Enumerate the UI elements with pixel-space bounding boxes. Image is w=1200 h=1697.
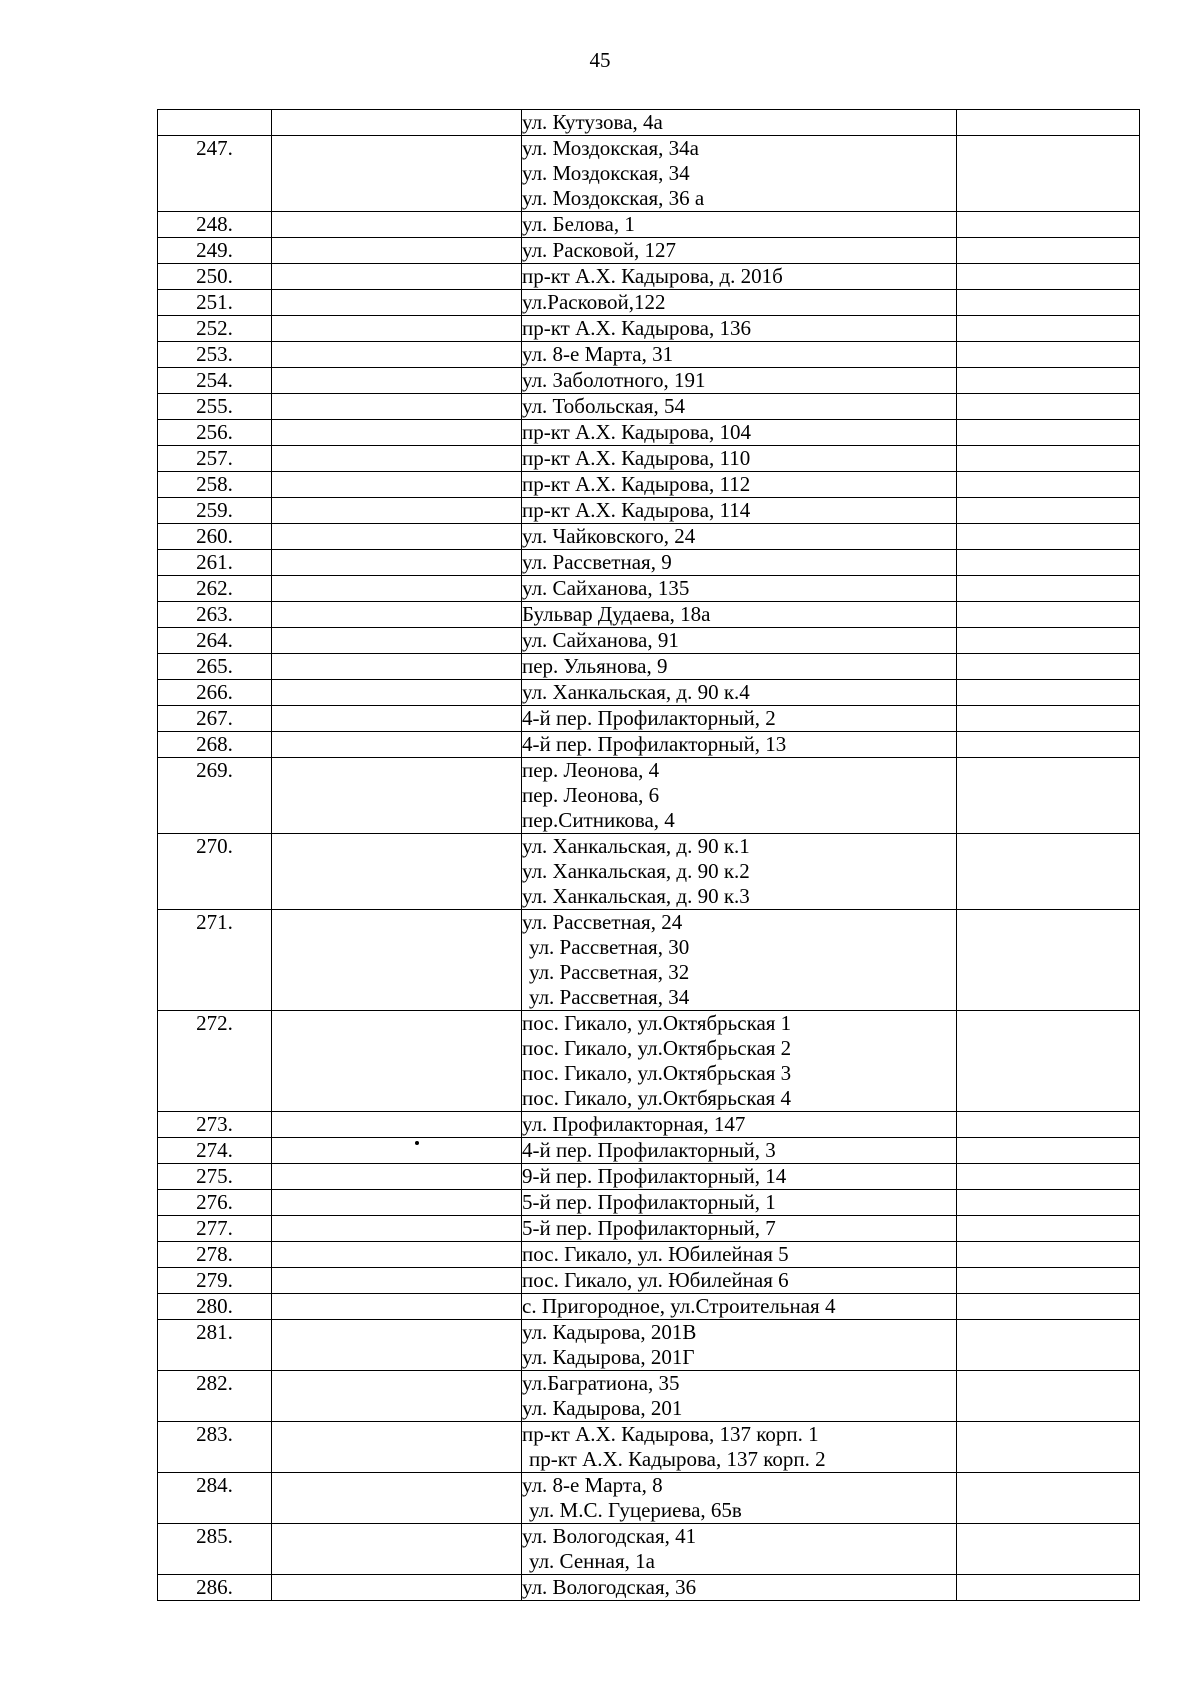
- blank-cell: [957, 290, 1140, 316]
- table-row: [158, 290, 1140, 316]
- blank-cell: [272, 834, 522, 910]
- table-row: [158, 1138, 1140, 1164]
- address-cell: [522, 628, 957, 654]
- row-number-cell: 281.: [158, 1320, 272, 1371]
- row-number-cell: 259.: [158, 498, 272, 524]
- row-number-cell: 249.: [158, 238, 272, 264]
- row-number-cell: 268.: [158, 732, 272, 758]
- address-line: 9-й пер. Профилакторный, 14: [522, 1164, 787, 1188]
- table-row: [158, 524, 1140, 550]
- address-line: пер.Ситникова, 4: [522, 808, 675, 832]
- blank-cell: [957, 212, 1140, 238]
- row-number-cell: 284.: [158, 1473, 272, 1524]
- table-row: [158, 680, 1140, 706]
- address-cell: [522, 1524, 957, 1575]
- address-line: 5-й пер. Профилакторный, 7: [522, 1216, 776, 1240]
- address-line: ул. Чайковского, 24: [522, 524, 696, 548]
- address-line: 4-й пер. Профилакторный, 2: [522, 706, 776, 730]
- row-number-cell: 247.: [158, 136, 272, 212]
- address-line: пос. Гикало, ул. Юбилейная 5: [522, 1242, 789, 1266]
- blank-cell: [272, 550, 522, 576]
- table-row: [158, 1524, 1140, 1575]
- address-line: ул.Багратиона, 35: [522, 1371, 680, 1395]
- address-cell: [522, 394, 957, 420]
- blank-cell: [272, 628, 522, 654]
- address-line: ул. Вологодская, 36: [522, 1575, 697, 1599]
- address-line: пос. Гикало, ул.Октябрьская 1: [522, 1011, 792, 1035]
- row-number-cell: 262.: [158, 576, 272, 602]
- table-row: [158, 1320, 1140, 1371]
- row-number-cell: 271.: [158, 910, 272, 1011]
- table-row: [158, 238, 1140, 264]
- blank-cell: [272, 342, 522, 368]
- blank-cell: [957, 1320, 1140, 1371]
- address-line: ул. Сайханова, 135: [522, 576, 690, 600]
- address-line: пр-кт А.Х. Кадырова, д. 201б: [522, 264, 783, 288]
- address-cell: [522, 1473, 957, 1524]
- blank-cell: [957, 1190, 1140, 1216]
- address-line: ул. Профилакторная, 147: [522, 1112, 746, 1136]
- address-line: Бульвар Дудаева, 18а: [522, 602, 711, 626]
- row-number-cell: 280.: [158, 1294, 272, 1320]
- row-number-cell: 265.: [158, 654, 272, 680]
- blank-cell: [272, 1575, 522, 1601]
- row-number-cell: 279.: [158, 1268, 272, 1294]
- table-row: [158, 342, 1140, 368]
- table-row: [158, 212, 1140, 238]
- blank-cell: [272, 1371, 522, 1422]
- blank-cell: [272, 1190, 522, 1216]
- address-line: 5-й пер. Профилакторный, 1: [522, 1190, 776, 1214]
- address-cell: [522, 1320, 957, 1371]
- blank-cell: [957, 1268, 1140, 1294]
- address-cell: [522, 1112, 957, 1138]
- blank-cell: [272, 524, 522, 550]
- address-cell: [522, 1575, 957, 1601]
- table-row: [158, 1422, 1140, 1473]
- address-cell: [522, 1371, 957, 1422]
- address-cell: [522, 1268, 957, 1294]
- blank-cell: [272, 1138, 522, 1164]
- blank-cell: [957, 628, 1140, 654]
- address-line: ул. Белова, 1: [522, 212, 635, 236]
- row-number-cell: 277.: [158, 1216, 272, 1242]
- blank-cell: [272, 316, 522, 342]
- blank-cell: [272, 1164, 522, 1190]
- address-cell: [522, 706, 957, 732]
- blank-cell: [272, 498, 522, 524]
- address-line: ул. Ханкальская, д. 90 к.2: [522, 859, 750, 883]
- blank-cell: [272, 706, 522, 732]
- address-line: пр-кт А.Х. Кадырова, 110: [522, 446, 751, 470]
- address-line: ул. М.С. Гуцериева, 65в: [529, 1498, 742, 1522]
- blank-cell: [272, 654, 522, 680]
- address-cell: [522, 1242, 957, 1268]
- blank-cell: [272, 136, 522, 212]
- table-row: [158, 110, 1140, 136]
- table-row: [158, 368, 1140, 394]
- blank-cell: [957, 1011, 1140, 1112]
- blank-cell: [272, 1242, 522, 1268]
- blank-cell: [272, 1294, 522, 1320]
- row-number-cell: 278.: [158, 1242, 272, 1268]
- row-number-cell: 253.: [158, 342, 272, 368]
- row-number-cell: 263.: [158, 602, 272, 628]
- blank-cell: [957, 680, 1140, 706]
- table-row: [158, 1190, 1140, 1216]
- address-line: пр-кт А.Х. Кадырова, 104: [522, 420, 751, 444]
- table-row: [158, 264, 1140, 290]
- table-row: [158, 1242, 1140, 1268]
- address-cell: [522, 602, 957, 628]
- address-line: 4-й пер. Профилакторный, 3: [522, 1138, 776, 1162]
- page-number: 45: [589, 48, 611, 72]
- row-number-cell: 275.: [158, 1164, 272, 1190]
- blank-cell: [272, 212, 522, 238]
- blank-cell: [957, 110, 1140, 136]
- blank-cell: [272, 758, 522, 834]
- address-cell: [522, 110, 957, 136]
- table-row: [158, 472, 1140, 498]
- blank-cell: [957, 136, 1140, 212]
- address-cell: [522, 576, 957, 602]
- blank-cell: [957, 316, 1140, 342]
- blank-cell: [957, 524, 1140, 550]
- address-table-body: [158, 110, 1140, 1601]
- blank-cell: [957, 264, 1140, 290]
- address-line: ул.Расковой,122: [522, 290, 666, 314]
- table-row: [158, 654, 1140, 680]
- blank-cell: [957, 472, 1140, 498]
- row-number-cell: 270.: [158, 834, 272, 910]
- address-cell: [522, 420, 957, 446]
- address-cell: [522, 238, 957, 264]
- blank-cell: [272, 576, 522, 602]
- blank-cell: [957, 368, 1140, 394]
- address-line: ул. Рассветная, 32: [529, 960, 690, 984]
- blank-cell: [272, 368, 522, 394]
- address-cell: [522, 1164, 957, 1190]
- address-line: пер. Ульянова, 9: [522, 654, 668, 678]
- address-line: 4-й пер. Профилакторный, 13: [522, 732, 787, 756]
- address-line: ул. Рассветная, 30: [529, 935, 690, 959]
- row-number-cell: 257.: [158, 446, 272, 472]
- blank-cell: [272, 732, 522, 758]
- address-line: пос. Гикало, ул.Октябрьская 3: [522, 1061, 792, 1085]
- blank-cell: [272, 446, 522, 472]
- address-line: ул. Рассветная, 24: [522, 910, 683, 934]
- blank-cell: [957, 1294, 1140, 1320]
- blank-cell: [272, 420, 522, 446]
- table-row: [158, 1011, 1140, 1112]
- row-number-cell: 248.: [158, 212, 272, 238]
- row-number-cell: 266.: [158, 680, 272, 706]
- address-cell: [522, 1294, 957, 1320]
- address-cell: [522, 264, 957, 290]
- blank-cell: [957, 1216, 1140, 1242]
- row-number-cell: 261.: [158, 550, 272, 576]
- blank-cell: [957, 758, 1140, 834]
- address-cell: [522, 550, 957, 576]
- blank-cell: [957, 706, 1140, 732]
- address-line: ул. Ханкальская, д. 90 к.1: [522, 834, 750, 858]
- table-row: [158, 394, 1140, 420]
- address-line: пр-кт А.Х. Кадырова, 137 корп. 1: [522, 1422, 819, 1446]
- address-cell: [522, 1138, 957, 1164]
- blank-cell: [272, 1320, 522, 1371]
- blank-cell: [957, 1422, 1140, 1473]
- blank-cell: [272, 472, 522, 498]
- address-line: ул. Кадырова, 201Г: [522, 1345, 695, 1369]
- blank-cell: [957, 654, 1140, 680]
- table-row: [158, 628, 1140, 654]
- table-row: [158, 136, 1140, 212]
- address-line: пр-кт А.Х. Кадырова, 136: [522, 316, 751, 340]
- table-row: [158, 1216, 1140, 1242]
- address-line: ул. Кутузова, 4а: [522, 110, 663, 134]
- address-cell: [522, 368, 957, 394]
- address-line: пер. Леонова, 4: [522, 758, 660, 782]
- table-row: [158, 446, 1140, 472]
- table-row: [158, 1371, 1140, 1422]
- address-line: пос. Гикало, ул.Октбярьская 4: [522, 1086, 791, 1110]
- address-cell: [522, 732, 957, 758]
- address-line: ул. Тобольская, 54: [522, 394, 685, 418]
- blank-cell: [957, 1242, 1140, 1268]
- blank-cell: [272, 910, 522, 1011]
- address-cell: [522, 1011, 957, 1112]
- blank-cell: [957, 1575, 1140, 1601]
- blank-cell: [272, 264, 522, 290]
- address-line: ул. Сенная, 1а: [529, 1549, 655, 1573]
- address-cell: [522, 1190, 957, 1216]
- address-line: ул. Вологодская, 41: [522, 1524, 697, 1548]
- blank-cell: [957, 910, 1140, 1011]
- address-line: ул. Расковой, 127: [522, 238, 677, 262]
- address-line: ул. Сайханова, 91: [522, 628, 679, 652]
- table-row: [158, 316, 1140, 342]
- address-line: ул. Моздокская, 36 а: [522, 186, 705, 210]
- row-number-cell: 269.: [158, 758, 272, 834]
- blank-cell: [272, 1268, 522, 1294]
- blank-cell: [272, 602, 522, 628]
- address-cell: [522, 136, 957, 212]
- blank-cell: [272, 1422, 522, 1473]
- table-row: [158, 498, 1140, 524]
- blank-cell: [957, 1473, 1140, 1524]
- address-line: с. Пригородное, ул.Строительная 4: [522, 1294, 836, 1318]
- address-line: пос. Гикало, ул.Октябрьская 2: [522, 1036, 792, 1060]
- address-line: ул. Рассветная, 34: [529, 985, 690, 1009]
- row-number-cell: 260.: [158, 524, 272, 550]
- address-cell: [522, 212, 957, 238]
- address-line: ул. Ханкальская, д. 90 к.4: [522, 680, 750, 704]
- table-row: [158, 1164, 1140, 1190]
- address-cell: [522, 834, 957, 910]
- row-number-cell: 267.: [158, 706, 272, 732]
- table-row: [158, 550, 1140, 576]
- blank-cell: [272, 1112, 522, 1138]
- table-row: [158, 732, 1140, 758]
- address-line: ул. Рассветная, 9: [522, 550, 672, 574]
- address-line: ул. 8-е Марта, 31: [522, 342, 674, 366]
- address-line: ул. Моздокская, 34а: [522, 136, 699, 160]
- blank-cell: [957, 1524, 1140, 1575]
- table-row: [158, 1473, 1140, 1524]
- blank-cell: [272, 110, 522, 136]
- address-cell: [522, 910, 957, 1011]
- blank-cell: [957, 394, 1140, 420]
- row-number-cell: 255.: [158, 394, 272, 420]
- blank-cell: [957, 446, 1140, 472]
- address-cell: [522, 680, 957, 706]
- address-cell: [522, 446, 957, 472]
- address-cell: [522, 758, 957, 834]
- address-cell: [522, 524, 957, 550]
- blank-cell: [272, 238, 522, 264]
- blank-cell: [272, 394, 522, 420]
- stray-mark: [415, 1141, 419, 1145]
- address-line: ул. Моздокская, 34: [522, 161, 690, 185]
- blank-cell: [272, 1473, 522, 1524]
- blank-cell: [957, 602, 1140, 628]
- table-row: [158, 834, 1140, 910]
- address-line: пос. Гикало, ул. Юбилейная 6: [522, 1268, 789, 1292]
- address-cell: [522, 1216, 957, 1242]
- blank-cell: [957, 576, 1140, 602]
- row-number-cell: 285.: [158, 1524, 272, 1575]
- blank-cell: [957, 550, 1140, 576]
- address-cell: [522, 290, 957, 316]
- blank-cell: [272, 290, 522, 316]
- row-number-cell: 272.: [158, 1011, 272, 1112]
- blank-cell: [957, 1112, 1140, 1138]
- row-number-cell: 283.: [158, 1422, 272, 1473]
- table-row: [158, 1268, 1140, 1294]
- row-number-cell: 258.: [158, 472, 272, 498]
- address-line: пр-кт А.Х. Кадырова, 114: [522, 498, 751, 522]
- table-row: [158, 420, 1140, 446]
- address-line: ул. Кадырова, 201В: [522, 1320, 697, 1344]
- table-row: [158, 910, 1140, 1011]
- address-line: ул. Заболотного, 191: [522, 368, 706, 392]
- blank-cell: [957, 1138, 1140, 1164]
- table-row: [158, 1112, 1140, 1138]
- table-row: [158, 1294, 1140, 1320]
- row-number-cell: 282.: [158, 1371, 272, 1422]
- row-number-cell: 286.: [158, 1575, 272, 1601]
- blank-cell: [272, 1216, 522, 1242]
- blank-cell: [957, 498, 1140, 524]
- address-cell: [522, 316, 957, 342]
- address-cell: [522, 654, 957, 680]
- address-cell: [522, 342, 957, 368]
- table-row: [158, 706, 1140, 732]
- address-line: ул. 8-е Марта, 8: [522, 1473, 663, 1497]
- row-number-cell: [158, 110, 272, 136]
- blank-cell: [957, 342, 1140, 368]
- address-line: ул. Кадырова, 201: [522, 1396, 683, 1420]
- blank-cell: [957, 732, 1140, 758]
- row-number-cell: 252.: [158, 316, 272, 342]
- blank-cell: [272, 1011, 522, 1112]
- blank-cell: [272, 680, 522, 706]
- blank-cell: [957, 420, 1140, 446]
- row-number-cell: 254.: [158, 368, 272, 394]
- address-line: пер. Леонова, 6: [522, 783, 660, 807]
- row-number-cell: 256.: [158, 420, 272, 446]
- address-line: ул. Ханкальская, д. 90 к.3: [522, 884, 750, 908]
- table-row: [158, 576, 1140, 602]
- address-cell: [522, 1422, 957, 1473]
- row-number-cell: 250.: [158, 264, 272, 290]
- row-number-cell: 264.: [158, 628, 272, 654]
- address-line: пр-кт А.Х. Кадырова, 137 корп. 2: [529, 1447, 826, 1471]
- row-number-cell: 274.: [158, 1138, 272, 1164]
- blank-cell: [957, 238, 1140, 264]
- table-row: [158, 602, 1140, 628]
- address-table: [157, 109, 1140, 1601]
- row-number-cell: 276.: [158, 1190, 272, 1216]
- row-number-cell: 251.: [158, 290, 272, 316]
- address-line: пр-кт А.Х. Кадырова, 112: [522, 472, 751, 496]
- address-cell: [522, 472, 957, 498]
- blank-cell: [957, 1164, 1140, 1190]
- table-row: [158, 758, 1140, 834]
- blank-cell: [272, 1524, 522, 1575]
- row-number-cell: 273.: [158, 1112, 272, 1138]
- blank-cell: [957, 1371, 1140, 1422]
- table-row: [158, 1575, 1140, 1601]
- blank-cell: [957, 834, 1140, 910]
- address-cell: [522, 498, 957, 524]
